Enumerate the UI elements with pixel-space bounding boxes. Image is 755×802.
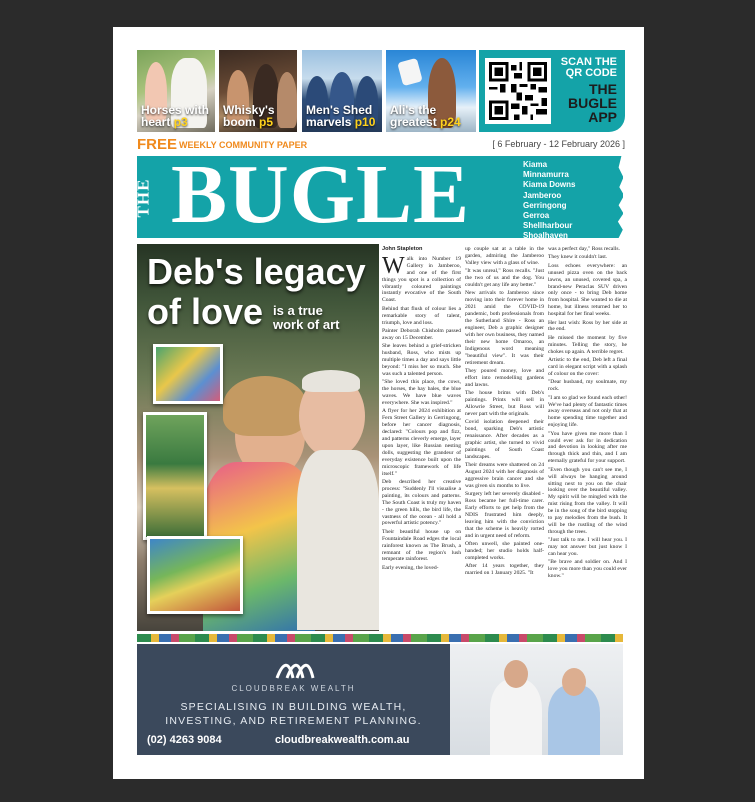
cloudbreak-ad[interactable] <box>137 644 623 755</box>
promo-caption: Men's Shed marvels p10 <box>306 103 376 129</box>
dropcap: W <box>382 252 405 279</box>
qr-app-text: THE BUGLE APP <box>568 81 617 125</box>
lead-photo[interactable] <box>137 244 379 631</box>
wave-logo-icon <box>275 656 315 680</box>
qr-code-icon[interactable] <box>485 58 551 124</box>
issue-dates: [ 6 February - 12 February 2026 ] <box>492 139 625 149</box>
promo-caption: Ali's the greatest p24 <box>390 103 461 129</box>
painting-thumb <box>147 536 243 614</box>
town: Gerringong <box>523 200 567 210</box>
ad-photo <box>450 644 623 755</box>
white-shirt <box>297 450 379 630</box>
article-column-3: was a perfect day," Ross recalls. They knew it couldn't last. Loss echoes everywhere: an unused pizza oven on the back lawns, an unused, covered spa, a brand-new Peraclas SUV driven only once - to bring Deb home from hospital. She wanted to die at home, but illness returned her to hospital for her final weeks. Her last wish: Ross by her side at the end. He missed the moment by five minutes. Telling the story, he chokes up again. A terrible regret. Artistic to the end, Deb left a final card in elegant script with a splash of colour on the cover: "Dear husband, my soulmate, my rock. "I am so glad we found each other! We've had plenty of fantastic times away overseas and not only that at home spending time together and enjoying life. "You have given me more than I could ever ask for in dedication and devotion in looking after me through thick and thin, and I am eternally grateful for your support. "Even though you can't see me, I will always be hanging around sitting next to you on the chair looking over the beautiful valley. My spirit will be mingled with the mist rising from the valley. It will be in the song of the bird stopping to pay melodies from the bush. It will be the rustling of the wind through the trees. "Just talk to me. I will hear you. I may not answer but just know I can hear you. "Be brave and soldier on. And I love you more than you could ever know." <box>548 246 627 580</box>
free-label: FREE <box>137 136 178 153</box>
article-column-2: up couple sat at a table in the garden, admiring the Jamberoo Valley view with a glass of wine. "It was unreal," Ross recalls. "Just the two of us and the dog. You couldn't get any life any better." New arrivals to Jamberoo since moving into their forever home in 2021 amid the COVID-19 pandemic, both professionals from the Sutherland Shire - Ross an engineer, Deb a graphic designer with her own business, they named their new home Omaroo, an Indigenous word meaning "beautiful view". It was their retirement dream. They poured money, love and effort into remodelling gardens and lawns. The house brims with Deb's paintings. Prints will sell in Allowrie Street, but Ross will never part with the originals. Covid isolation deepened their bond, sparking Deb's artistic renaissance. After decades as a graphic artist, she turned to vivid paintings of South Coast landscapes. Their dreams were shattered on 24 August 2024 with her diagnosis of aggressive brain cancer and she was given six months to live. Surgery left her severely disabled - Ross became her full-time carer. Early efforts to get help from the NDIS frustrated him deeply, leaving him with the conviction that the scheme is heavily rorted and in urgent need of reform. Often unwell, she painted one-handed; her studio holds half-completed works. After 14 years together, they married on 1 January 2025. "It <box>465 246 544 577</box>
town: Minnamurra <box>523 170 569 180</box>
masthead <box>133 148 623 241</box>
subheadline: is a true work of art <box>273 303 340 332</box>
person-hair-top <box>237 392 303 420</box>
ad-phone[interactable]: (02) 4263 9084 <box>147 734 222 746</box>
headline-line2: of love <box>147 291 264 332</box>
town: Kiama Downs <box>523 180 576 190</box>
painting-strip <box>137 634 623 642</box>
promo-mens-shed[interactable] <box>302 50 382 132</box>
promo-whisky[interactable] <box>219 50 297 132</box>
town: Shoalhaven <box>523 231 568 241</box>
qr-scan-text: SCAN THE QR CODE <box>560 56 617 79</box>
man-shirt <box>490 679 542 755</box>
promo-horses[interactable] <box>137 50 215 132</box>
painting-thumb <box>143 412 207 540</box>
promo-ali[interactable] <box>386 50 476 132</box>
masthead-the: THE <box>133 178 153 218</box>
man-face <box>562 668 586 696</box>
ad-tagline: SPECIALISING IN BUILDING WEALTH, INVESTING, AND RETIREMENT PLANNING. <box>165 701 422 727</box>
ad-brand: CLOUDBREAK WEALTH <box>231 684 356 693</box>
torn-edge <box>613 156 627 238</box>
byline: John Stapleton <box>382 246 423 252</box>
newspaper-front-page <box>113 27 644 779</box>
town: Jamberoo <box>523 190 562 200</box>
town: Kiama <box>523 160 548 169</box>
weekly-label: WEEKLY COMMUNITY PAPER <box>179 140 308 150</box>
headline-line1: Deb's legacy <box>147 251 366 292</box>
promo-caption: Horses with heart p3 <box>141 103 210 129</box>
masthead-title: BUGLE <box>171 148 471 241</box>
promo-caption: Whisky's boom p5 <box>223 103 275 129</box>
qr-app-promo[interactable] <box>479 50 625 132</box>
town: Gerroa <box>523 211 550 221</box>
ad-website[interactable]: cloudbreakwealth.com.au <box>275 734 410 746</box>
town: Shellharbour <box>523 221 573 231</box>
town-list <box>523 160 575 242</box>
painting-thumb <box>153 344 223 404</box>
article-column-1: John Stapleton Walk into Number 19 Gallery in Jamberoo, and one of the first things you spot is a collection of vibrantly coloured paintings instantly evocative of the South Coast. Behind that flush of colour lies a remarkable story of talent, triumph, love and loss. Painter Deborah Chisholm passed away on 15 December. She leaves behind a grief-stricken husband, Ross, who mists up multiple times a day and says little beyond: "I miss her so much. She was such a talented person. "She loved this place, the cows, the horses, the hay bales, the blue waves. We have blue waves everywhere. She was inspired." A flyer for her 2024 exhibition at Fern Street Gallery in Gerringong, before her cancer diagnosis, declared: "Colours pop and fizz, and patterns cleverly emerge, layer upon layer, like Russian nesting dolls, suggesting the grandeur of everyday existence built upon the microscopic framework of life itself." Deb described her creative process: "Suddenly I'll visualise a painting, its colours and patterns. The South Coast is truly my haven - the green hills, the bird life, the vastness of the ocean - all hold a powerful artistic potency." Their beautiful house up on Fountaindale Road edges the local rainforest known as The Brush, a remnant of the region's lush temperate rainforest. Early evening, the loved- <box>382 246 461 571</box>
man-face <box>504 660 528 688</box>
ad-panel <box>137 644 450 755</box>
person-hair <box>302 370 360 392</box>
